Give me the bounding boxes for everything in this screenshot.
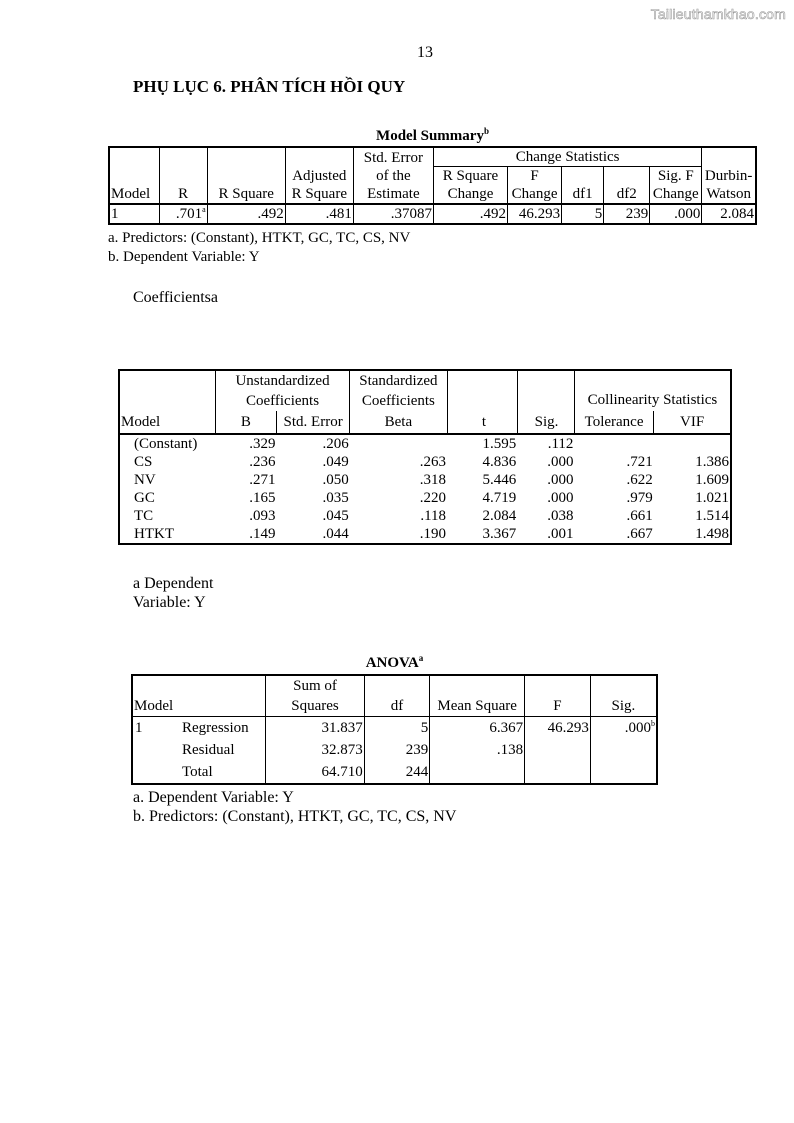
model-summary-notes: a. Predictors: (Constant), HTKT, GC, TC, CS, NV b. Dependent Variable: Y xyxy=(108,230,411,265)
header-r-square-change: R Square Change xyxy=(433,167,507,205)
cell-tolerance xyxy=(574,435,653,453)
table-row xyxy=(119,471,731,489)
cell-variable: CS xyxy=(134,454,153,470)
header-f: F xyxy=(525,675,591,717)
header-collinearity: Collinearity Statistics xyxy=(574,370,731,411)
cell-sig: .000 xyxy=(547,472,574,488)
cell-sum-of-squares: 64.710 xyxy=(266,761,364,784)
cell-tolerance: .622 xyxy=(626,472,653,488)
cell-tolerance: .661 xyxy=(626,508,653,524)
cell-source: Residual xyxy=(182,742,235,758)
header-adjusted-r-square: Adjusted R Square xyxy=(285,147,353,204)
cell-std-error: .050 xyxy=(322,472,349,488)
cell-durbin: 2.084 xyxy=(702,204,756,224)
cell-tolerance: .667 xyxy=(626,526,653,542)
header-tolerance: Tolerance xyxy=(574,411,653,434)
cell-beta: .220 xyxy=(419,490,447,506)
cell-r: .701$^a$ xyxy=(159,204,207,224)
cell-std-error: .035 xyxy=(322,490,349,506)
cell-sig: .000$^b$ xyxy=(590,717,657,740)
table-row xyxy=(132,761,657,784)
cell-vif: 1.498 xyxy=(695,526,729,542)
cell-mean-square: 6.367 xyxy=(430,717,525,740)
cell-vif: 1.021 xyxy=(695,490,729,506)
cell-b: .329 xyxy=(249,436,276,452)
cell-df2: 239 xyxy=(604,204,650,224)
header-sum-of-squares: Sum of Squares xyxy=(266,675,364,717)
header-t: t xyxy=(481,414,487,430)
cell-vif: 1.609 xyxy=(695,472,729,488)
cell-f xyxy=(525,739,591,761)
header-mean-square: Mean Square xyxy=(430,675,525,717)
header-vif: VIF xyxy=(654,411,731,434)
cell-vif: 1.386 xyxy=(695,454,729,470)
cell-variable: TC xyxy=(134,508,154,524)
cell-f: 46.293 xyxy=(525,717,591,740)
cell-std-error: .049 xyxy=(322,454,349,470)
header-f-change: F Change xyxy=(508,167,562,205)
cell-std-error: .044 xyxy=(322,526,349,542)
coefficients-table xyxy=(118,369,732,435)
cell-b: .271 xyxy=(249,472,276,488)
cell-df: 239 xyxy=(364,739,430,761)
cell-adjusted: .481 xyxy=(285,204,353,224)
cell-b: .093 xyxy=(249,508,276,524)
cell-tolerance: .979 xyxy=(626,490,653,506)
cell-vif xyxy=(654,435,731,453)
cell-mean-square: .138 xyxy=(430,739,525,761)
cell-f xyxy=(525,761,591,784)
cell-tolerance: .721 xyxy=(626,454,653,470)
cell-model xyxy=(132,717,266,740)
header-model: Model xyxy=(121,414,161,430)
cell-t: 3.367 xyxy=(482,526,517,542)
table-row xyxy=(119,489,731,507)
cell-sig: .000 xyxy=(547,454,574,470)
cell-beta: .263 xyxy=(419,454,447,470)
table-row xyxy=(119,525,731,544)
cell-source: Regression xyxy=(182,720,249,736)
page-number: 13 xyxy=(417,44,433,61)
header-r-square: R Square xyxy=(207,147,285,204)
cell-model-number: 1 xyxy=(135,720,143,736)
cell-model xyxy=(132,761,266,784)
cell-variable: (Constant) xyxy=(134,436,198,452)
cell-sum-of-squares: 31.837 xyxy=(266,717,364,740)
cell-variable: HTKT xyxy=(134,526,174,542)
cell-sig: .112 xyxy=(547,436,574,452)
cell-sig: .000 xyxy=(547,490,574,506)
cell-df: 5 xyxy=(364,717,430,740)
anova-title: ANOVA$^a$ xyxy=(365,653,424,671)
cell-f-change: 46.293 xyxy=(508,204,562,224)
section-heading: PHỤ LỤC 6. PHÂN TÍCH HỒI QUY xyxy=(133,77,406,96)
cell-t: 4.836 xyxy=(482,454,517,470)
cell-mean-square xyxy=(430,761,525,784)
anova-notes: a. Dependent Variable: Y b. Predictors: (Constant), HTKT, GC, TC, CS, NV xyxy=(133,789,457,825)
header-df: df xyxy=(364,675,430,717)
cell-b: .236 xyxy=(249,454,276,470)
header-model: Model xyxy=(132,675,266,717)
header-sig: Sig. xyxy=(590,675,657,717)
cell-df1: 5 xyxy=(562,204,604,224)
header-sig-f-change: Sig. F Change xyxy=(650,167,702,205)
header-model: Model xyxy=(109,147,159,204)
table-row xyxy=(119,435,731,453)
cell-sum-of-squares: 32.873 xyxy=(266,739,364,761)
cell-b: .149 xyxy=(249,526,276,542)
cell-t: 2.084 xyxy=(482,508,517,524)
cell-beta: .118 xyxy=(420,508,447,524)
coefficients-title: Coefficientsa xyxy=(133,289,219,306)
header-b: B xyxy=(215,411,276,434)
cell-t: 4.719 xyxy=(482,490,517,506)
cell-std-error: .206 xyxy=(322,436,349,452)
cell-b: .165 xyxy=(249,490,276,506)
cell-df: 244 xyxy=(364,761,430,784)
watermark: Tailieuthamkhao.com xyxy=(650,6,786,22)
cell-beta xyxy=(350,435,447,453)
header-r: R xyxy=(159,147,207,204)
cell-r-square-change: .492 xyxy=(433,204,507,224)
table-row xyxy=(119,507,731,525)
table-row xyxy=(132,739,657,761)
header-durbin-watson: Durbin- Watson xyxy=(702,147,756,204)
table-row xyxy=(119,453,731,471)
cell-beta: .318 xyxy=(419,472,447,488)
header-change-statistics: Change Statistics xyxy=(433,147,701,167)
cell-model xyxy=(132,739,266,761)
anova-table xyxy=(131,674,658,785)
cell-sig: .038 xyxy=(547,508,574,524)
cell-variable: NV xyxy=(134,472,156,488)
header-unstandardized: Unstandardized Coefficients xyxy=(215,370,349,411)
cell-std-error: .045 xyxy=(322,508,349,524)
header-beta: Beta xyxy=(350,411,447,434)
header-std-error: Std. Error xyxy=(277,411,350,434)
cell-sig xyxy=(590,739,657,761)
cell-vif: 1.514 xyxy=(695,508,729,524)
table-row xyxy=(109,204,756,224)
cell-sig xyxy=(590,761,657,784)
cell-r-square: .492 xyxy=(207,204,285,224)
header-df1: df1 xyxy=(562,167,604,205)
header-df2: df2 xyxy=(604,167,650,205)
cell-beta: .190 xyxy=(419,526,447,542)
cell-model: 1 xyxy=(109,204,159,224)
header-std-error: Std. Error of the Estimate xyxy=(353,147,433,204)
coefficients-note: a Dependent Variable: Y xyxy=(133,575,214,611)
model-summary-title: Model Summary$^b$ xyxy=(376,126,489,144)
cell-source: Total xyxy=(182,764,213,780)
cell-sig-f: .000 xyxy=(650,204,702,224)
cell-variable: GC xyxy=(134,490,155,506)
cell-sig: .001 xyxy=(547,526,574,542)
coefficients-body xyxy=(118,435,732,545)
table-row xyxy=(132,717,657,740)
cell-std-error: .37087 xyxy=(353,204,433,224)
model-summary-table xyxy=(108,146,757,225)
header-sig: Sig. xyxy=(534,414,559,430)
cell-t: 5.446 xyxy=(482,472,517,488)
cell-t: 1.595 xyxy=(482,436,517,452)
header-standardized: Standardized Coefficients xyxy=(350,370,447,411)
